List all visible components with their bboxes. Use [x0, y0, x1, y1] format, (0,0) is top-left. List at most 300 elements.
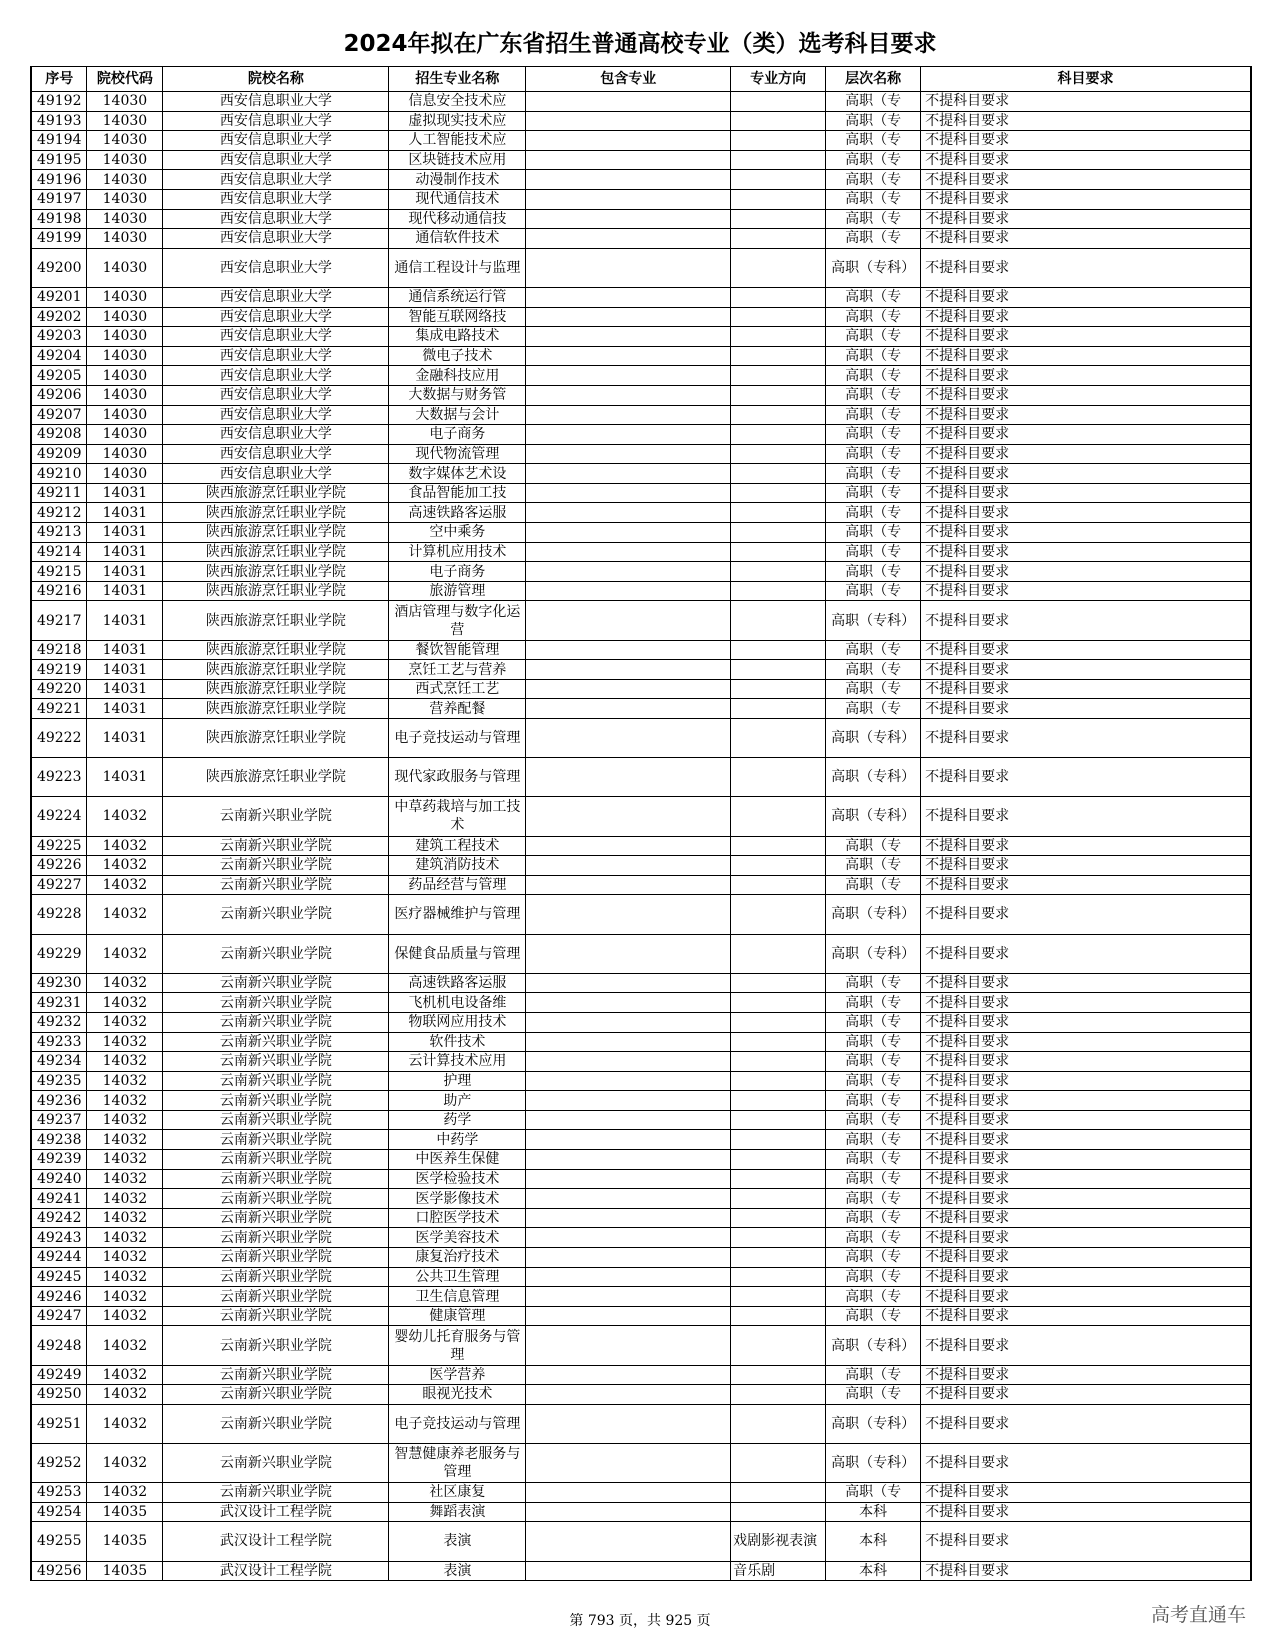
cell-direction	[731, 581, 826, 601]
cell-school-code: 14035	[87, 1502, 163, 1522]
cell-level: 高职（专	[826, 1012, 921, 1032]
cell-requirement: 不提科目要求	[921, 542, 1251, 562]
cell-school-code: 14031	[87, 503, 163, 523]
cell-major: 智慧健康养老服务与管理	[389, 1443, 526, 1482]
cell-school-name: 云南新兴职业学院	[163, 1404, 389, 1443]
cell-included	[526, 1502, 731, 1522]
cell-direction	[731, 1169, 826, 1189]
cell-major: 酒店管理与数字化运营	[389, 601, 526, 640]
cell-seq: 49193	[31, 111, 87, 131]
cell-requirement: 不提科目要求	[921, 385, 1251, 405]
cell-requirement: 不提科目要求	[921, 1091, 1251, 1111]
cell-school-name: 武汉设计工程学院	[163, 1502, 389, 1522]
cell-school-name: 云南新兴职业学院	[163, 1071, 389, 1091]
cell-requirement: 不提科目要求	[921, 307, 1251, 327]
cell-major: 医学美容技术	[389, 1228, 526, 1248]
table-row	[31, 385, 1251, 405]
cell-level: 高职（专	[826, 1189, 921, 1209]
cell-school-name: 云南新兴职业学院	[163, 1130, 389, 1150]
cell-seq: 49198	[31, 209, 87, 229]
cell-major: 物联网应用技术	[389, 1012, 526, 1032]
cell-major: 康复治疗技术	[389, 1248, 526, 1268]
table-row	[31, 1483, 1251, 1503]
cell-school-code: 14032	[87, 1032, 163, 1052]
cell-major: 高速铁路客运服	[389, 503, 526, 523]
cell-included	[526, 346, 731, 366]
cell-direction	[731, 131, 826, 151]
cell-included	[526, 385, 731, 405]
cell-level: 高职（专	[826, 523, 921, 543]
cell-level: 高职（专科）	[826, 797, 921, 836]
cell-requirement: 不提科目要求	[921, 1365, 1251, 1385]
cell-major: 信息安全技术应	[389, 92, 526, 112]
cell-included	[526, 444, 731, 464]
cell-direction	[731, 346, 826, 366]
cell-requirement: 不提科目要求	[921, 1404, 1251, 1443]
cell-level: 高职（专	[826, 1287, 921, 1307]
cell-major: 云计算技术应用	[389, 1052, 526, 1072]
cell-included	[526, 542, 731, 562]
table-row	[31, 1306, 1251, 1326]
cell-included	[526, 1443, 731, 1482]
cell-major: 中草药栽培与加工技术	[389, 797, 526, 836]
cell-school-code: 14030	[87, 170, 163, 190]
cell-major: 飞机机电设备维	[389, 993, 526, 1013]
table-row	[31, 464, 1251, 484]
cell-requirement: 不提科目要求	[921, 92, 1251, 112]
cell-school-code: 14031	[87, 562, 163, 582]
cell-school-code: 14032	[87, 1306, 163, 1326]
cell-direction	[731, 209, 826, 229]
table-row	[31, 1385, 1251, 1405]
cell-level: 高职（专	[826, 327, 921, 347]
table-row	[31, 1032, 1251, 1052]
cell-seq: 49238	[31, 1130, 87, 1150]
cell-included	[526, 836, 731, 856]
cell-level: 高职（专	[826, 581, 921, 601]
cell-school-code: 14032	[87, 1326, 163, 1365]
cell-requirement: 不提科目要求	[921, 189, 1251, 209]
cell-school-code: 14032	[87, 1110, 163, 1130]
cell-level: 高职（专	[826, 660, 921, 680]
cell-included	[526, 150, 731, 170]
cell-school-name: 云南新兴职业学院	[163, 973, 389, 993]
cell-school-name: 陕西旅游烹饪职业学院	[163, 640, 389, 660]
table-row	[31, 1130, 1251, 1150]
table-row	[31, 131, 1251, 151]
cell-direction	[731, 1208, 826, 1228]
cell-major: 医学影像技术	[389, 1189, 526, 1209]
cell-school-code: 14031	[87, 601, 163, 640]
cell-requirement: 不提科目要求	[921, 1385, 1251, 1405]
table-row	[31, 150, 1251, 170]
table-row	[31, 1404, 1251, 1443]
col-header-requirement: 科目要求	[921, 67, 1251, 92]
cell-level: 高职（专	[826, 1150, 921, 1170]
cell-requirement: 不提科目要求	[921, 346, 1251, 366]
cell-requirement: 不提科目要求	[921, 640, 1251, 660]
cell-seq: 49235	[31, 1071, 87, 1091]
table-row	[31, 92, 1251, 112]
cell-requirement: 不提科目要求	[921, 973, 1251, 993]
cell-level: 高职（专	[826, 1208, 921, 1228]
cell-school-code: 14032	[87, 1012, 163, 1032]
cell-level: 高职（专	[826, 464, 921, 484]
cell-school-name: 西安信息职业大学	[163, 346, 389, 366]
table-row	[31, 1502, 1251, 1522]
cell-level: 高职（专	[826, 503, 921, 523]
cell-school-code: 14032	[87, 1169, 163, 1189]
col-header-seq: 序号	[31, 67, 87, 92]
cell-seq: 49248	[31, 1326, 87, 1365]
cell-major: 药品经营与管理	[389, 875, 526, 895]
cell-school-name: 云南新兴职业学院	[163, 1385, 389, 1405]
cell-seq: 49245	[31, 1267, 87, 1287]
cell-requirement: 不提科目要求	[921, 483, 1251, 503]
cell-direction	[731, 150, 826, 170]
cell-school-name: 西安信息职业大学	[163, 327, 389, 347]
cell-major: 现代移动通信技	[389, 209, 526, 229]
cell-seq: 49216	[31, 581, 87, 601]
cell-major: 电子商务	[389, 425, 526, 445]
cell-level: 高职（专	[826, 229, 921, 249]
cell-seq: 49203	[31, 327, 87, 347]
cell-major: 卫生信息管理	[389, 1287, 526, 1307]
cell-major: 通信工程设计与监理	[389, 248, 526, 287]
table-row	[31, 229, 1251, 249]
cell-seq: 49210	[31, 464, 87, 484]
cell-direction	[731, 1248, 826, 1268]
cell-major: 集成电路技术	[389, 327, 526, 347]
cell-major: 虚拟现实技术应	[389, 111, 526, 131]
cell-school-name: 云南新兴职业学院	[163, 875, 389, 895]
cell-major: 电子商务	[389, 562, 526, 582]
table-row	[31, 503, 1251, 523]
cell-major: 人工智能技术应	[389, 131, 526, 151]
cell-school-name: 云南新兴职业学院	[163, 856, 389, 876]
cell-direction: 音乐剧	[731, 1561, 826, 1581]
cell-major: 通信系统运行管	[389, 287, 526, 307]
cell-included	[526, 1110, 731, 1130]
cell-school-code: 14030	[87, 248, 163, 287]
cell-direction	[731, 405, 826, 425]
cell-level: 高职（专科）	[826, 248, 921, 287]
cell-included	[526, 464, 731, 484]
table-row	[31, 189, 1251, 209]
cell-included	[526, 1208, 731, 1228]
cell-school-code: 14031	[87, 542, 163, 562]
cell-school-name: 陕西旅游烹饪职业学院	[163, 523, 389, 543]
cell-school-name: 西安信息职业大学	[163, 248, 389, 287]
cell-direction	[731, 170, 826, 190]
cell-major: 数字媒体艺术设	[389, 464, 526, 484]
cell-school-code: 14030	[87, 346, 163, 366]
cell-seq: 49252	[31, 1443, 87, 1482]
cell-direction: 戏剧影视表演	[731, 1522, 826, 1561]
cell-school-name: 陕西旅游烹饪职业学院	[163, 601, 389, 640]
table-row	[31, 111, 1251, 131]
cell-school-code: 14032	[87, 856, 163, 876]
table-row	[31, 1365, 1251, 1385]
cell-seq: 49202	[31, 307, 87, 327]
cell-school-name: 陕西旅游烹饪职业学院	[163, 483, 389, 503]
cell-level: 高职（专	[826, 1306, 921, 1326]
cell-school-name: 武汉设计工程学院	[163, 1561, 389, 1581]
table-row	[31, 366, 1251, 386]
cell-level: 高职（专	[826, 1248, 921, 1268]
cell-requirement: 不提科目要求	[921, 366, 1251, 386]
cell-major: 护理	[389, 1071, 526, 1091]
cell-requirement: 不提科目要求	[921, 660, 1251, 680]
cell-school-code: 14032	[87, 895, 163, 934]
cell-school-code: 14032	[87, 1483, 163, 1503]
cell-seq: 49254	[31, 1502, 87, 1522]
cell-direction	[731, 719, 826, 758]
cell-direction	[731, 287, 826, 307]
cell-included	[526, 523, 731, 543]
cell-included	[526, 483, 731, 503]
cell-seq: 49251	[31, 1404, 87, 1443]
cell-requirement: 不提科目要求	[921, 1189, 1251, 1209]
cell-included	[526, 425, 731, 445]
table-row	[31, 679, 1251, 699]
cell-included	[526, 1561, 731, 1581]
cell-direction	[731, 189, 826, 209]
cell-direction	[731, 601, 826, 640]
cell-major: 表演	[389, 1522, 526, 1561]
cell-included	[526, 562, 731, 582]
cell-school-name: 云南新兴职业学院	[163, 1306, 389, 1326]
cell-direction	[731, 1306, 826, 1326]
cell-requirement: 不提科目要求	[921, 1169, 1251, 1189]
cell-direction	[731, 1483, 826, 1503]
cell-included	[526, 1404, 731, 1443]
cell-requirement: 不提科目要求	[921, 581, 1251, 601]
cell-direction	[731, 1385, 826, 1405]
table-row	[31, 934, 1251, 973]
table-row	[31, 1248, 1251, 1268]
cell-school-name: 云南新兴职业学院	[163, 1443, 389, 1482]
cell-requirement: 不提科目要求	[921, 1483, 1251, 1503]
col-header-major: 招生专业名称	[389, 67, 526, 92]
cell-major: 表演	[389, 1561, 526, 1581]
cell-seq: 49204	[31, 346, 87, 366]
cell-seq: 49232	[31, 1012, 87, 1032]
cell-major: 高速铁路客运服	[389, 973, 526, 993]
cell-direction	[731, 699, 826, 719]
cell-school-name: 云南新兴职业学院	[163, 895, 389, 934]
cell-level: 高职（专	[826, 131, 921, 151]
cell-school-code: 14030	[87, 229, 163, 249]
cell-direction	[731, 464, 826, 484]
cell-school-name: 西安信息职业大学	[163, 92, 389, 112]
cell-seq: 49215	[31, 562, 87, 582]
cell-major: 医疗器械维护与管理	[389, 895, 526, 934]
cell-direction	[731, 92, 826, 112]
cell-requirement: 不提科目要求	[921, 1561, 1251, 1581]
cell-school-code: 14030	[87, 385, 163, 405]
cell-direction	[731, 1365, 826, 1385]
cell-school-name: 云南新兴职业学院	[163, 1091, 389, 1111]
cell-level: 高职（专	[826, 444, 921, 464]
table-row	[31, 719, 1251, 758]
cell-school-code: 14030	[87, 131, 163, 151]
cell-included	[526, 366, 731, 386]
cell-seq: 49224	[31, 797, 87, 836]
cell-school-code: 14032	[87, 934, 163, 973]
cell-major: 营养配餐	[389, 699, 526, 719]
cell-requirement: 不提科目要求	[921, 856, 1251, 876]
col-header-included: 包含专业	[526, 67, 731, 92]
cell-level: 高职（专	[826, 836, 921, 856]
table-row	[31, 542, 1251, 562]
cell-included	[526, 405, 731, 425]
cell-seq: 49250	[31, 1385, 87, 1405]
cell-major: 社区康复	[389, 1483, 526, 1503]
cell-level: 高职（专科）	[826, 601, 921, 640]
cell-school-code: 14030	[87, 405, 163, 425]
cell-school-code: 14031	[87, 758, 163, 797]
cell-requirement: 不提科目要求	[921, 1306, 1251, 1326]
cell-seq: 49233	[31, 1032, 87, 1052]
col-header-school: 院校名称	[163, 67, 389, 92]
cell-major: 公共卫生管理	[389, 1267, 526, 1287]
table-row	[31, 797, 1251, 836]
cell-seq: 49256	[31, 1561, 87, 1581]
cell-direction	[731, 1130, 826, 1150]
cell-requirement: 不提科目要求	[921, 131, 1251, 151]
table-row	[31, 562, 1251, 582]
cell-seq: 49234	[31, 1052, 87, 1072]
cell-seq: 49214	[31, 542, 87, 562]
cell-level: 高职（专科）	[826, 719, 921, 758]
table-row	[31, 660, 1251, 680]
cell-direction	[731, 1110, 826, 1130]
cell-included	[526, 229, 731, 249]
cell-seq: 49207	[31, 405, 87, 425]
cell-major: 餐饮智能管理	[389, 640, 526, 660]
table-row	[31, 973, 1251, 993]
cell-seq: 49244	[31, 1248, 87, 1268]
cell-requirement: 不提科目要求	[921, 1228, 1251, 1248]
cell-school-code: 14032	[87, 1248, 163, 1268]
cell-level: 高职（专	[826, 1267, 921, 1287]
cell-included	[526, 758, 731, 797]
cell-level: 高职（专	[826, 562, 921, 582]
cell-seq: 49242	[31, 1208, 87, 1228]
cell-seq: 49237	[31, 1110, 87, 1130]
cell-level: 高职（专	[826, 209, 921, 229]
cell-direction	[731, 229, 826, 249]
cell-school-code: 14032	[87, 1052, 163, 1072]
cell-school-name: 陕西旅游烹饪职业学院	[163, 679, 389, 699]
cell-direction	[731, 542, 826, 562]
cell-level: 高职（专科）	[826, 1404, 921, 1443]
cell-major: 药学	[389, 1110, 526, 1130]
cell-direction	[731, 875, 826, 895]
cell-seq: 49209	[31, 444, 87, 464]
table-row	[31, 327, 1251, 347]
cell-seq: 49208	[31, 425, 87, 445]
cell-direction	[731, 1443, 826, 1482]
table-row	[31, 483, 1251, 503]
cell-requirement: 不提科目要求	[921, 150, 1251, 170]
table-row	[31, 1189, 1251, 1209]
cell-requirement: 不提科目要求	[921, 1443, 1251, 1482]
cell-seq: 49200	[31, 248, 87, 287]
cell-included	[526, 189, 731, 209]
cell-school-name: 西安信息职业大学	[163, 131, 389, 151]
cell-requirement: 不提科目要求	[921, 562, 1251, 582]
cell-included	[526, 640, 731, 660]
cell-seq: 49243	[31, 1228, 87, 1248]
cell-requirement: 不提科目要求	[921, 1267, 1251, 1287]
cell-school-name: 云南新兴职业学院	[163, 1248, 389, 1268]
cell-direction	[731, 679, 826, 699]
cell-direction	[731, 1150, 826, 1170]
cell-direction	[731, 327, 826, 347]
cell-requirement: 不提科目要求	[921, 1032, 1251, 1052]
cell-requirement: 不提科目要求	[921, 836, 1251, 856]
cell-included	[526, 973, 731, 993]
cell-major: 口腔医学技术	[389, 1208, 526, 1228]
cell-school-name: 陕西旅游烹饪职业学院	[163, 581, 389, 601]
cell-requirement: 不提科目要求	[921, 405, 1251, 425]
cell-school-code: 14030	[87, 189, 163, 209]
cell-school-code: 14030	[87, 150, 163, 170]
cell-requirement: 不提科目要求	[921, 523, 1251, 543]
cell-direction	[731, 836, 826, 856]
cell-seq: 49205	[31, 366, 87, 386]
cell-included	[526, 1248, 731, 1268]
cell-school-name: 云南新兴职业学院	[163, 1052, 389, 1072]
cell-major: 舞蹈表演	[389, 1502, 526, 1522]
cell-direction	[731, 1012, 826, 1032]
cell-included	[526, 1483, 731, 1503]
cell-level: 高职（专	[826, 875, 921, 895]
cell-included	[526, 1365, 731, 1385]
requirements-table	[30, 66, 1252, 1581]
cell-school-code: 14030	[87, 92, 163, 112]
cell-school-code: 14031	[87, 581, 163, 601]
cell-school-code: 14030	[87, 425, 163, 445]
table-row	[31, 1443, 1251, 1482]
cell-level: 高职（专	[826, 1385, 921, 1405]
cell-school-code: 14032	[87, 836, 163, 856]
cell-major: 微电子技术	[389, 346, 526, 366]
cell-level: 高职（专	[826, 973, 921, 993]
cell-seq: 49229	[31, 934, 87, 973]
cell-included	[526, 327, 731, 347]
cell-school-name: 西安信息职业大学	[163, 444, 389, 464]
cell-direction	[731, 483, 826, 503]
cell-requirement: 不提科目要求	[921, 1248, 1251, 1268]
cell-requirement: 不提科目要求	[921, 895, 1251, 934]
cell-requirement: 不提科目要求	[921, 797, 1251, 836]
cell-included	[526, 856, 731, 876]
cell-school-code: 14032	[87, 1228, 163, 1248]
cell-level: 高职（专	[826, 385, 921, 405]
table-row	[31, 287, 1251, 307]
cell-school-name: 云南新兴职业学院	[163, 1150, 389, 1170]
cell-direction	[731, 660, 826, 680]
cell-direction	[731, 1071, 826, 1091]
cell-school-name: 云南新兴职业学院	[163, 836, 389, 856]
cell-requirement: 不提科目要求	[921, 209, 1251, 229]
cell-requirement: 不提科目要求	[921, 679, 1251, 699]
cell-level: 本科	[826, 1502, 921, 1522]
cell-requirement: 不提科目要求	[921, 444, 1251, 464]
